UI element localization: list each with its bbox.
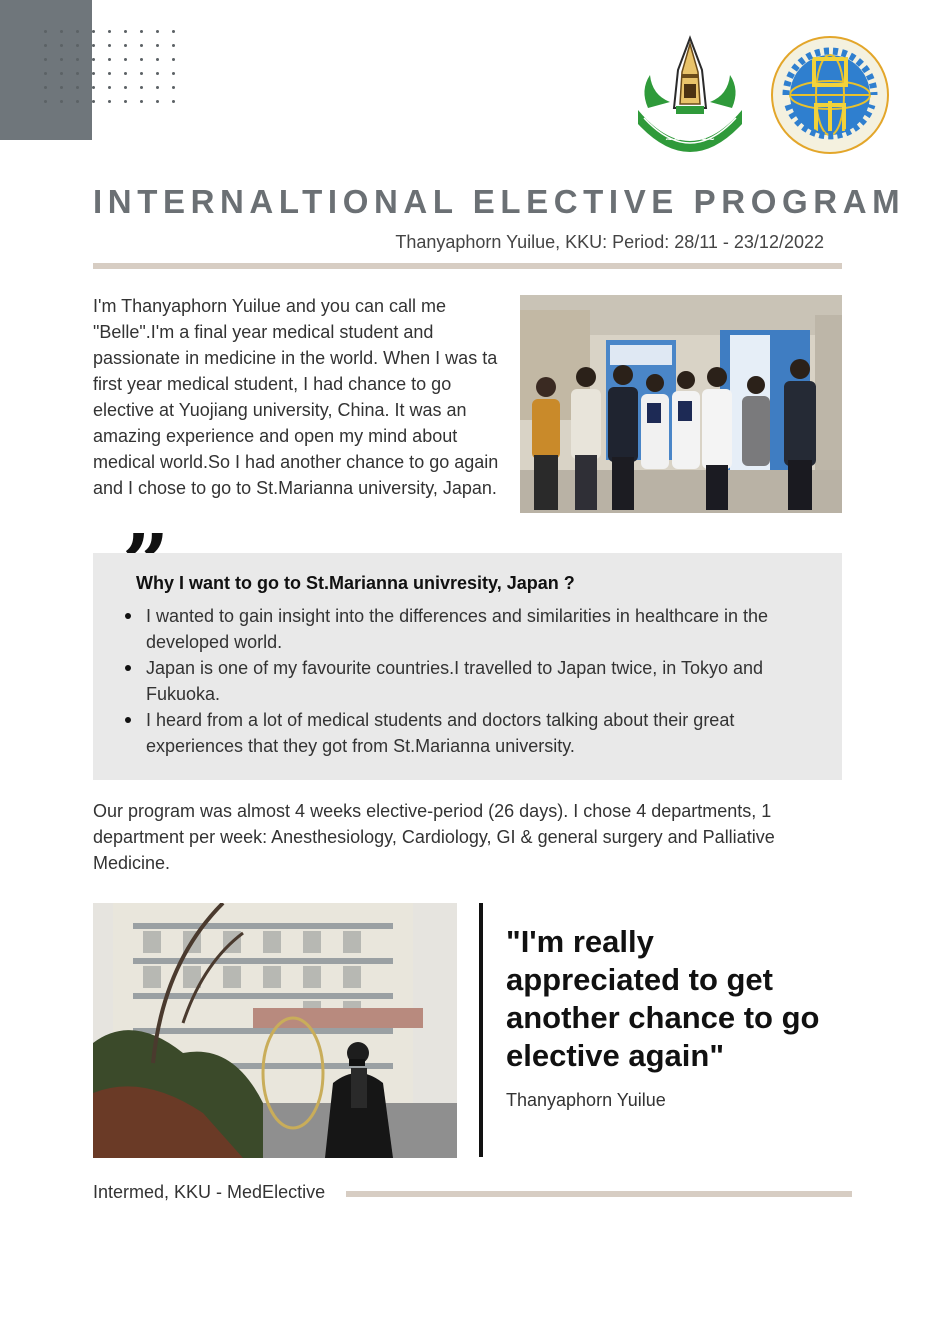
dot	[60, 30, 63, 33]
dot	[172, 72, 175, 75]
st-marianna-logo	[770, 35, 890, 155]
why-list-item: Japan is one of my favourite countries.I travelled to Japan twice, in Tokyo and Fukuoka.	[146, 655, 786, 707]
why-list	[146, 603, 786, 759]
svg-text:~~~~~~: ~~~~~~	[664, 134, 716, 145]
dot	[44, 86, 47, 89]
dot	[108, 72, 111, 75]
dot	[156, 100, 159, 103]
dot	[140, 72, 143, 75]
quote-divider-bar	[479, 903, 483, 1157]
dot	[92, 72, 95, 75]
dot	[172, 30, 175, 33]
dot	[140, 44, 143, 47]
dot	[76, 44, 79, 47]
dot	[76, 100, 79, 103]
dot	[156, 44, 159, 47]
dot	[44, 72, 47, 75]
dot	[76, 30, 79, 33]
pull-quote: "I'm really appreciated to get another chance to go elective again"	[506, 924, 820, 1073]
hospital-photo	[93, 903, 457, 1158]
dot	[44, 30, 47, 33]
dot	[44, 100, 47, 103]
dot-grid-decoration	[44, 30, 184, 110]
dot	[44, 58, 47, 61]
dot	[60, 86, 63, 89]
dot	[172, 44, 175, 47]
dot	[124, 30, 127, 33]
why-section	[93, 553, 842, 780]
dot	[108, 100, 111, 103]
dot	[108, 30, 111, 33]
dot	[156, 58, 159, 61]
dot	[124, 100, 127, 103]
intro-paragraph: I'm Thanyaphorn Yuilue and you can call me "Belle".I'm a final year medical student and passionate in medicine in the world. When I was ta first year medical student, I had chance to go elective at Yuojiang university, China. It was an amazing experience and open my mind about medical world.So I had another chance to go again and I chose to go to St.Marianna university, Japan.	[93, 296, 499, 498]
dot	[76, 58, 79, 61]
dot	[140, 86, 143, 89]
dot	[156, 30, 159, 33]
group-photo	[520, 295, 842, 513]
dot	[124, 72, 127, 75]
why-list-item: I heard from a lot of medical students and doctors talking about their great experiences that they got from St.Marianna university.	[146, 707, 786, 759]
dot	[60, 58, 63, 61]
dot	[60, 100, 63, 103]
dot	[92, 58, 95, 61]
header-divider	[93, 263, 842, 269]
dot	[92, 86, 95, 89]
author-period-subtitle: Thanyaphorn Yuilue, KKU: Period: 28/11 - 23/12/2022	[395, 232, 824, 252]
dot	[92, 44, 95, 47]
dot	[108, 58, 111, 61]
dot	[172, 58, 175, 61]
page-title: INTERNALTIONAL ELECTIVE PROGRAM	[93, 183, 906, 220]
dot	[140, 58, 143, 61]
dot	[92, 100, 95, 103]
dot	[124, 58, 127, 61]
dot	[156, 72, 159, 75]
dot	[108, 86, 111, 89]
dot	[60, 72, 63, 75]
dot	[124, 44, 127, 47]
dot	[156, 86, 159, 89]
footer-divider	[346, 1191, 852, 1197]
quote-author: Thanyaphorn Yuilue	[506, 1090, 666, 1110]
program-paragraph: Our program was almost 4 weeks elective-period (26 days). I chose 4 departments, 1 department per week: Anesthesiology, Cardiology, GI & general surgery and Palliative Medicine.	[93, 801, 775, 873]
dot	[172, 86, 175, 89]
dot	[140, 30, 143, 33]
dot	[108, 44, 111, 47]
footer-credit: Intermed, KKU - MedElective	[93, 1182, 326, 1202]
dot	[44, 44, 47, 47]
dot	[140, 100, 143, 103]
dot	[92, 30, 95, 33]
why-list-item: I wanted to gain insight into the differences and similarities in healthcare in the developed world.	[146, 603, 786, 655]
dot	[76, 86, 79, 89]
why-heading: Why I want to go to St.Marianna univresity, Japan ?	[136, 573, 575, 593]
dot	[172, 100, 175, 103]
dot	[60, 44, 63, 47]
kku-faculty-logo	[630, 30, 750, 154]
dot	[124, 86, 127, 89]
dot	[76, 72, 79, 75]
